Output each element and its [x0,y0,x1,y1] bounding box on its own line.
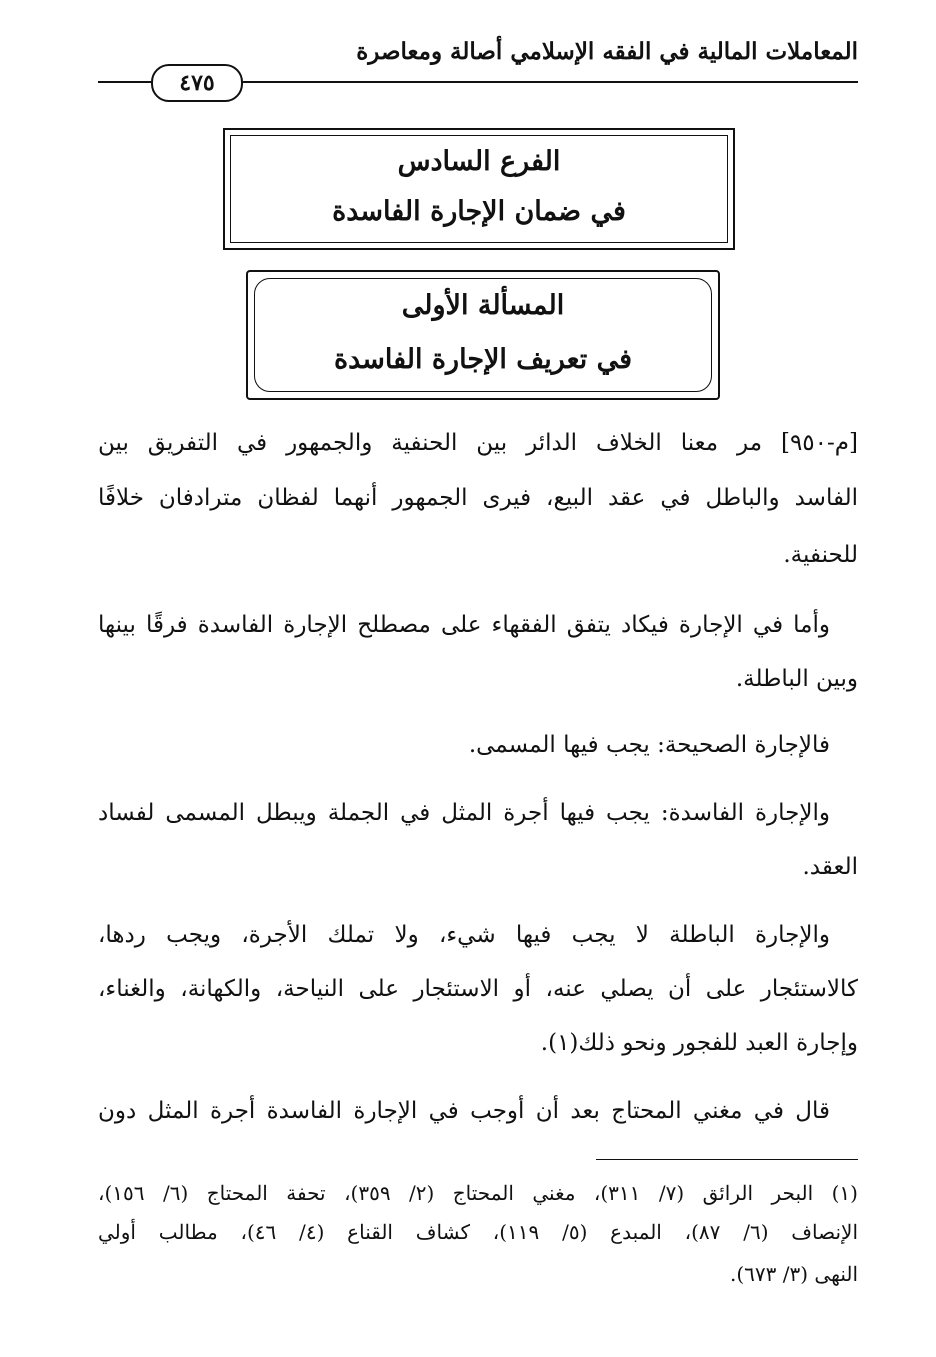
paragraph-1-line-3: للحنفية. [783,542,858,568]
paragraph-5-line-2: كالاستئجار على أن يصلي عنه، أو الاستئجار على النياحة، والكهانة، والغناء، [98,976,858,1002]
paragraph-3-line-1: فالإجارة الصحيحة: يجب فيها المسمى. [468,732,830,758]
footnote-line-1: (١) البحر الرائق (٧/ ٣١١)، مغني المحتاج (٢/ ٣٥٩)، تحفة المحتاج (٦/ ١٥٦)، [98,1181,858,1205]
issue-title: المسألة الأولى [401,290,565,321]
running-title: المعاملات المالية في الفقه الإسلامي أصالة ومعاصرة [356,38,858,65]
footnote-separator [596,1159,858,1160]
section-subtitle: في ضمان الإجارة الفاسدة [332,196,626,227]
paragraph-2-line-2: وبين الباطلة. [735,666,858,692]
body-text [98,0,858,1357]
paragraph-4-line-2: العقد. [802,854,858,880]
paragraph-2-line-1: وأما في الإجارة فيكاد يتفق الفقهاء على مصطلح الإجارة الفاسدة فرقًا بينها [98,612,830,638]
paragraph-1-line-1: [م-٩٥٠] مر معنا الخلاف الدائر بين الحنفية والجمهور في التفريق بين [98,430,858,456]
paragraph-4-line-1: والإجارة الفاسدة: يجب فيها أجرة المثل في الجملة ويبطل المسمى لفساد [98,800,830,826]
section-title: الفرع السادس [397,146,561,177]
footnote-line-2: الإنصاف (٦/ ٨٧)، المبدع (٥/ ١١٩)، كشاف القناع (٤/ ٤٦)، مطالب أولي [98,1220,859,1244]
paragraph-5-line-3: وإجارة العبد للفجور ونحو ذلك(١). [540,1030,858,1056]
paragraph-5-line-1: والإجارة الباطلة لا يجب فيها شيء، ولا تملك الأجرة، ويجب ردها، [98,922,830,948]
issue-subtitle: في تعريف الإجارة الفاسدة [333,344,633,375]
page-number: ٤٧٥ [151,64,243,102]
footnote-line-3: النهى (٣/ ٦٧٣). [730,1262,858,1286]
paragraph-1-line-2: الفاسد والباطل في عقد البيع، فيرى الجمهور أنهما لفظان مترادفان خلافًا [98,485,858,511]
paragraph-6-line-1: قال في مغني المحتاج بعد أن أوجب في الإجارة الفاسدة أجرة المثل دون [98,1098,830,1124]
